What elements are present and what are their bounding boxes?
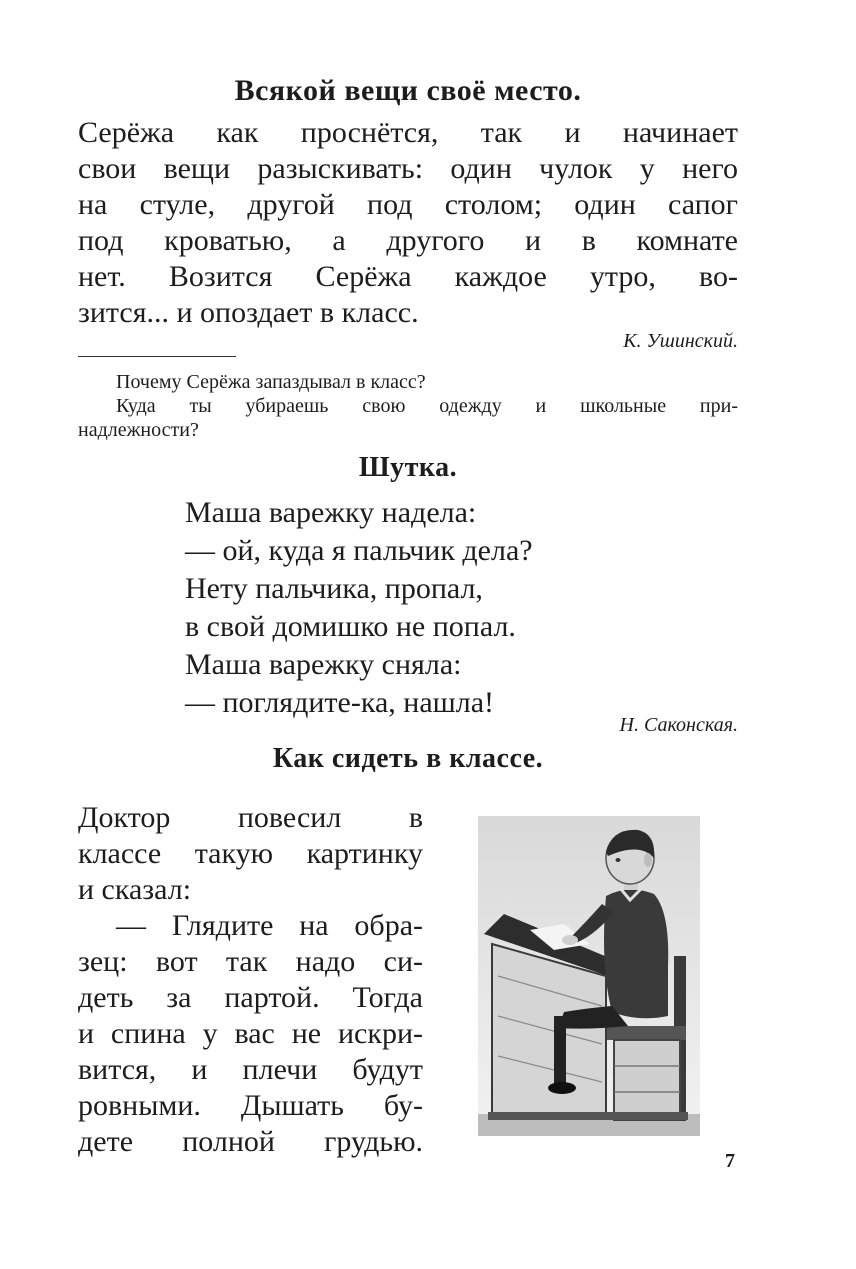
story2-line: — Глядите на обра- bbox=[116, 909, 423, 942]
story1-line: нет. Возится Серёжа каждое утро, во- bbox=[78, 260, 738, 293]
poem-line: Маша варежку надела: bbox=[185, 496, 477, 529]
story1-line: на стуле, другой под столом; один сапог bbox=[78, 188, 738, 221]
questions-block bbox=[78, 370, 738, 442]
story1-title: Всякой вещи своё место. bbox=[234, 74, 582, 107]
poem-title: Шутка. bbox=[358, 452, 458, 483]
question-line: надлежности? bbox=[78, 419, 199, 441]
question-line: Почему Серёжа запаздывал в класс? bbox=[116, 371, 426, 393]
poem-line: — ой, куда я пальчик дела? bbox=[185, 534, 533, 567]
story2-line: Доктор повесил в bbox=[78, 801, 423, 834]
boy-at-desk-illustration bbox=[478, 816, 700, 1136]
page-number: 7 bbox=[725, 1150, 735, 1172]
story2-line: дете полной грудью. bbox=[78, 1125, 423, 1158]
poem-author: Н. Саконская. bbox=[619, 714, 738, 736]
poem-line: Маша варежку сняла: bbox=[185, 648, 462, 681]
story2-text bbox=[78, 800, 423, 1160]
story2-title: Как сидеть в классе. bbox=[272, 743, 544, 774]
story2-line: деть за партой. Тогда bbox=[78, 981, 423, 1014]
story1-line: под кроватью, а другого и в комнате bbox=[78, 224, 738, 257]
poem-text bbox=[185, 494, 533, 722]
story1-line: Серёжа как проснётся, так и начинает bbox=[78, 116, 738, 149]
story2-line: зец: вот так надо си- bbox=[78, 945, 423, 978]
story2-line: и сказал: bbox=[78, 873, 192, 906]
poem-line: в свой домишко не попал. bbox=[185, 610, 516, 643]
story1-text bbox=[78, 115, 738, 331]
story1-line: свои вещи разыскивать: один чулок у него bbox=[78, 152, 738, 185]
story2-line: ровными. Дышать бу- bbox=[78, 1089, 423, 1122]
poem-line: Нету пальчика, пропал, bbox=[185, 572, 483, 605]
story2-line: классе такую картинку bbox=[78, 837, 423, 870]
poem-line: — поглядите-ка, нашла! bbox=[185, 686, 495, 719]
boy-at-desk-svg bbox=[478, 816, 700, 1136]
question-line: Куда ты убираешь свою одежду и школьные при- bbox=[116, 395, 738, 417]
story1-author: К. Ушинский. bbox=[623, 330, 738, 352]
story1-line: зится... и опоздает в класс. bbox=[78, 296, 419, 329]
story2-line: и спина у вас не искри- bbox=[78, 1017, 423, 1050]
story2-line: вится, и плечи будут bbox=[78, 1053, 423, 1086]
divider-rule bbox=[78, 356, 236, 357]
